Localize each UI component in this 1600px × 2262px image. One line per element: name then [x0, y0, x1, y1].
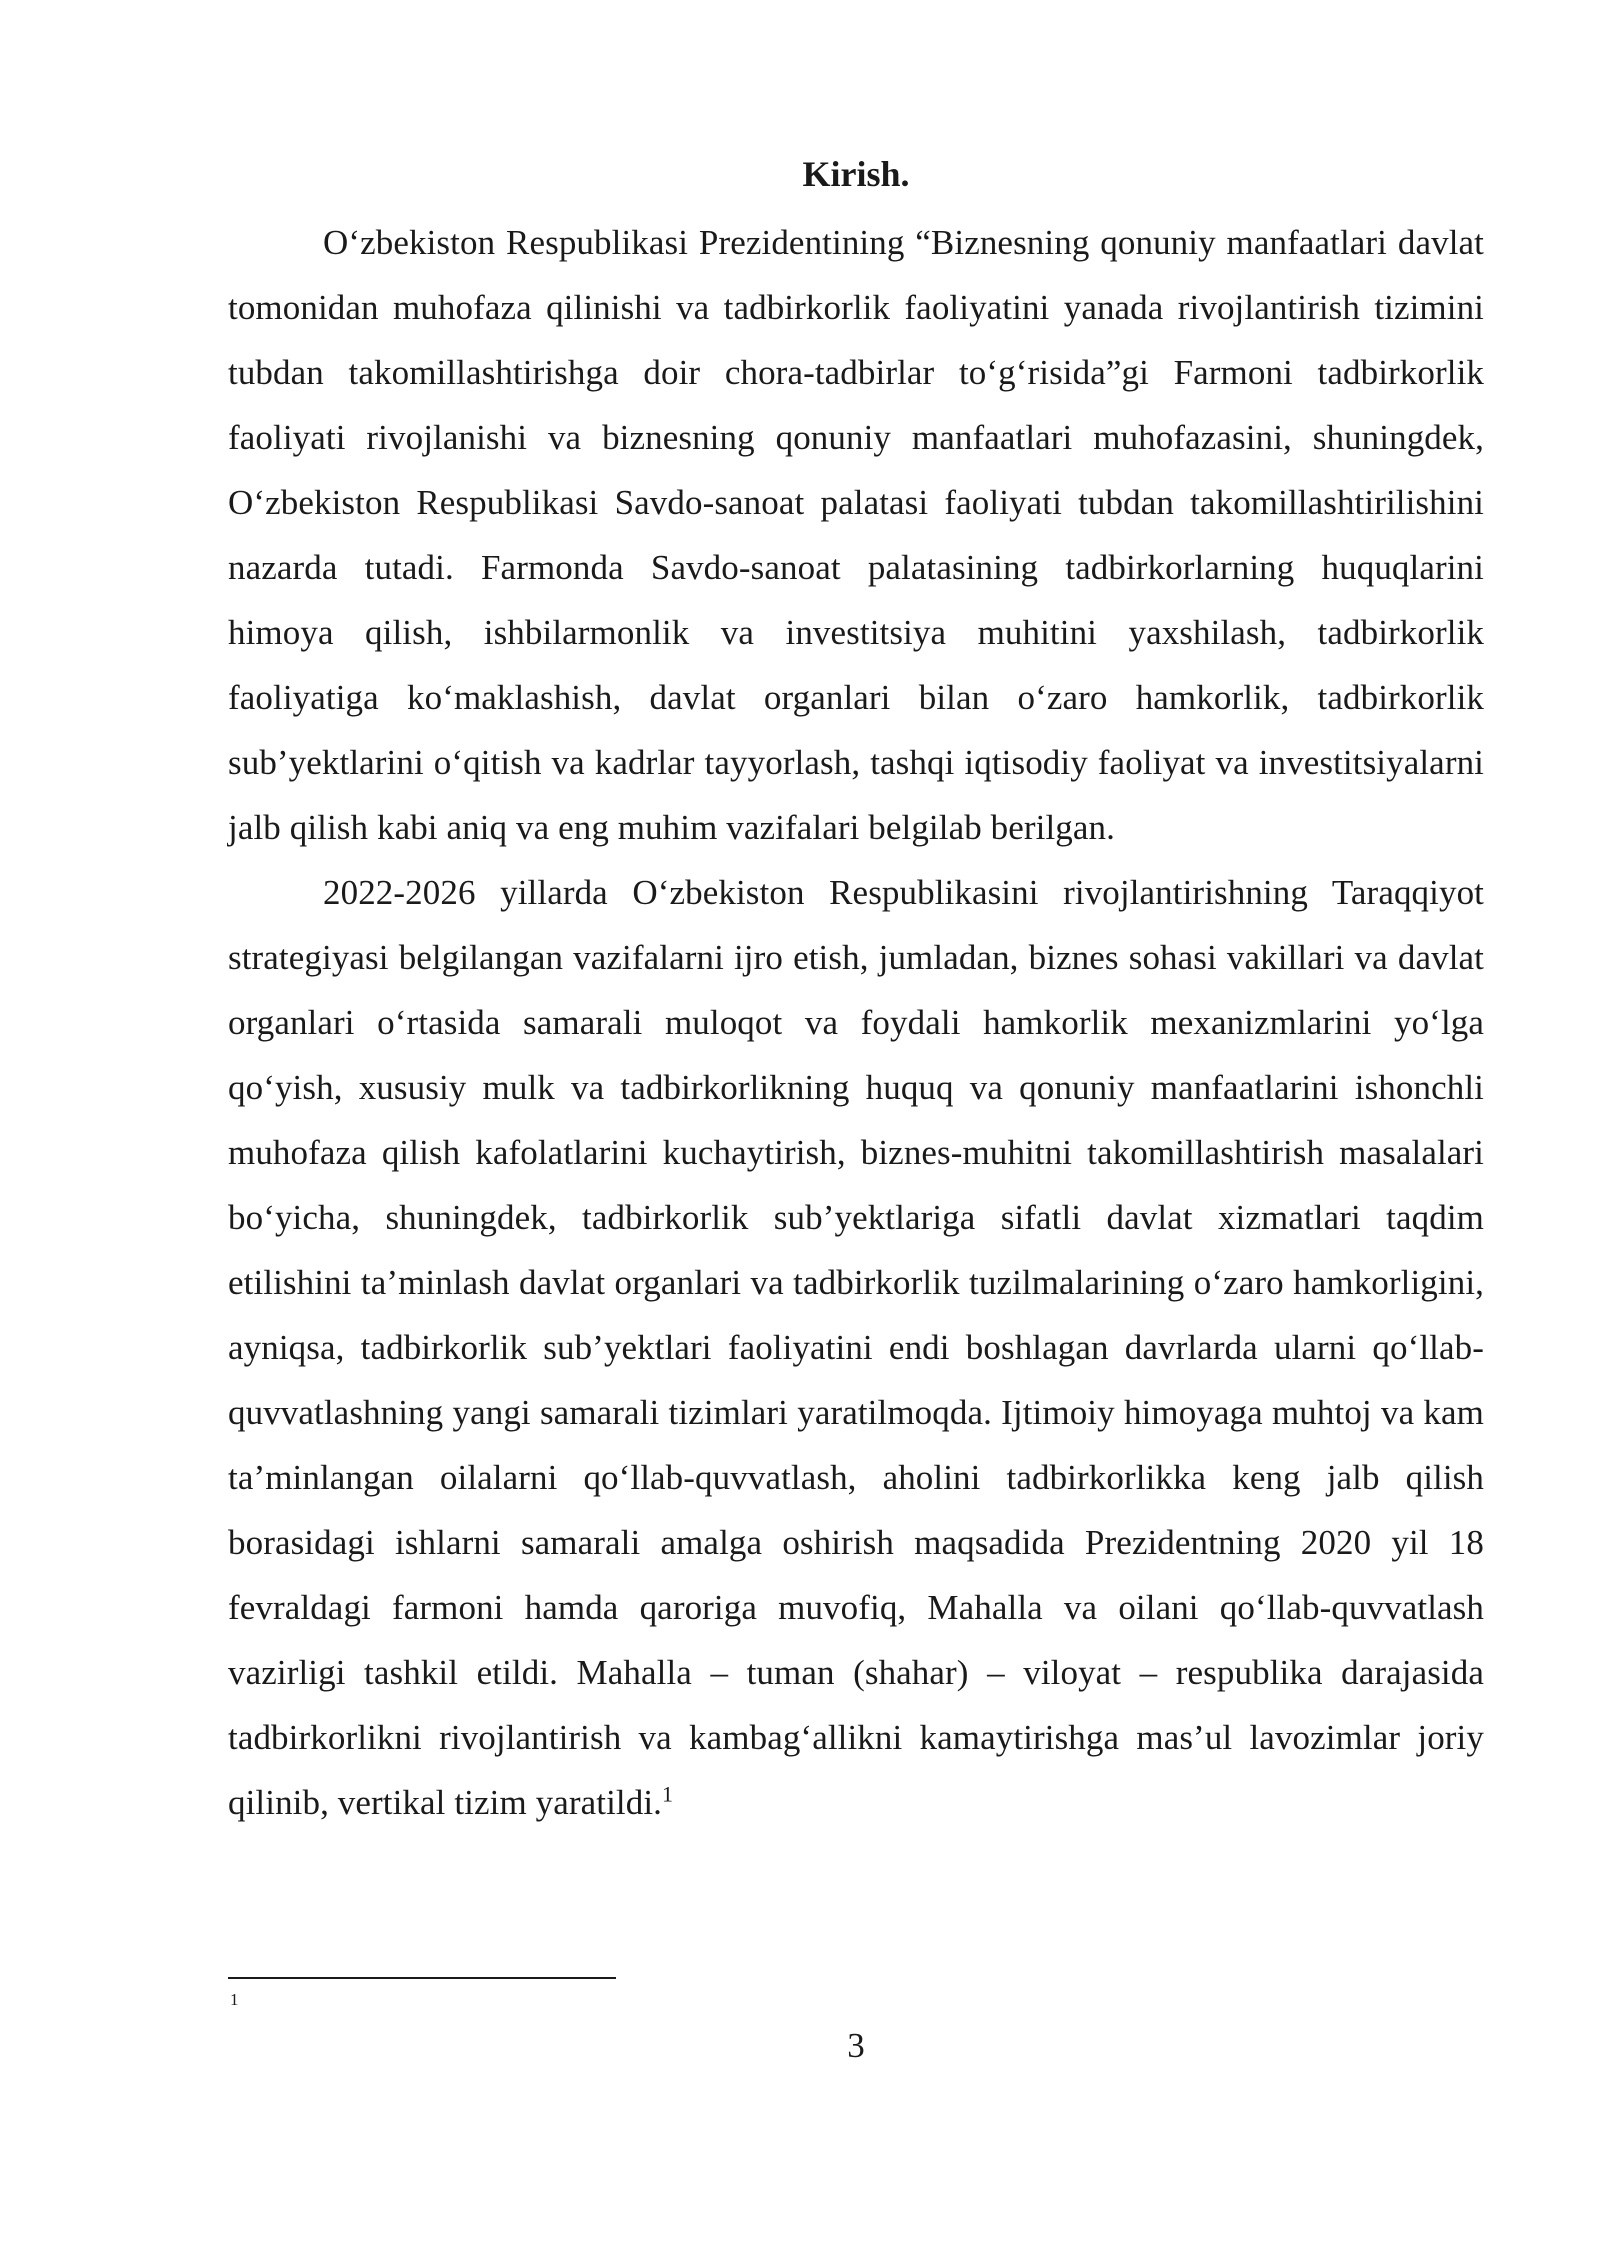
footnote-marker: 1	[230, 1990, 239, 2009]
footnote-separator	[228, 1977, 616, 1979]
paragraph-1	[228, 210, 1484, 860]
body-text	[228, 210, 1484, 1835]
document-page	[228, 0, 1484, 2262]
heading-title: Kirish	[802, 154, 901, 194]
page-number: 3	[847, 2026, 865, 2065]
paragraph-2-text: 2022-2026 yillarda O‘zbekiston Respublikasini rivojlantirishning Taraqqiyot strategiyasi belgilangan vazifalarni ijro etish, jumladan, biznes sohasi vakillari va davlat organlari o‘rtasida samarali muloqot va foydali hamkorlik mexanizmlarini yo‘lga qo‘yish, xususiy mulk va tadbirkorlikning huquq va qonuniy manfaatlarini ishonchli muhofaza qilish kafolatlarini kuchaytirish, biznes-muhitni takomillashtirish masalalari bo‘yicha, shuningdek, tadbirkorlik sub’yektlariga sifatli davlat xizmatlari taqdim etilishini ta’minlash davlat organlari va tadbirkorlik tuzilmalarining o‘zaro hamkorligini, ayniqsa, tadbirkorlik sub’yektlari faoliyatini endi boshlagan davrlarda ularni qo‘llab-quvvatlashning yangi samarali tizimlari yaratilmoqda. Ijtimoiy himoyaga muhtoj va kam ta’minlangan oilalarni qo‘llab-quvvatlash, aholini tadbirkorlikka keng jalb qilish borasidagi ishlarni samarali amalga oshirish maqsadida Prezidentning 2020 yil 18 fevraldagi farmoni hamda qaroriga muvofiq, Mahalla va oilani qo‘llab-quvvatlash vazirligi tashkil etildi. Mahalla – tuman (shahar) – viloyat – respublika darajasida tadbirkorlikni rivojlantirish va kambag‘allikni kamaytirishga mas’ul lavozimlar joriy qilinib, vertikal tizim yaratildi.	[228, 873, 1484, 1822]
page-heading	[228, 150, 1484, 198]
paragraph-2	[228, 860, 1484, 1835]
paragraph-1-text: O‘zbekiston Respublikasi Prezidentining “Biznesning qonuniy manfaatlari davlat tomonidan muhofaza qilinishi va tadbirkorlik faoliyatini yanada rivojlantirish tizimini tubdan takomillashtirishga doir chora-tadbirlar to‘g‘risida”gi Farmoni tadbirkorlik faoliyati rivojlanishi va biznesning qonuniy manfaatlari muhofazasini, shuningdek, O‘zbekiston Respublikasi Savdo-sanoat palatasi faoliyati tubdan takomillashtirilishini nazarda tutadi. Farmonda Savdo-sanoat palatasining tadbirkorlarning huquqlarini himoya qilish, ishbilarmonlik va investitsiya muhitini yaxshilash, tadbirkorlik faoliyatiga ko‘maklashish, davlat organlari bilan o‘zaro hamkorlik, tadbirkorlik sub’yektlarini o‘qitish va kadrlar tayyorlash, tashqi iqtisodiy faoliyat va investitsiyalarni jalb qilish kabi aniq va eng muhim vazifalari belgilab berilgan.	[228, 223, 1484, 847]
footnote-reference[interactable]: 1	[662, 1781, 674, 1807]
heading-punctuation: .	[900, 154, 910, 194]
